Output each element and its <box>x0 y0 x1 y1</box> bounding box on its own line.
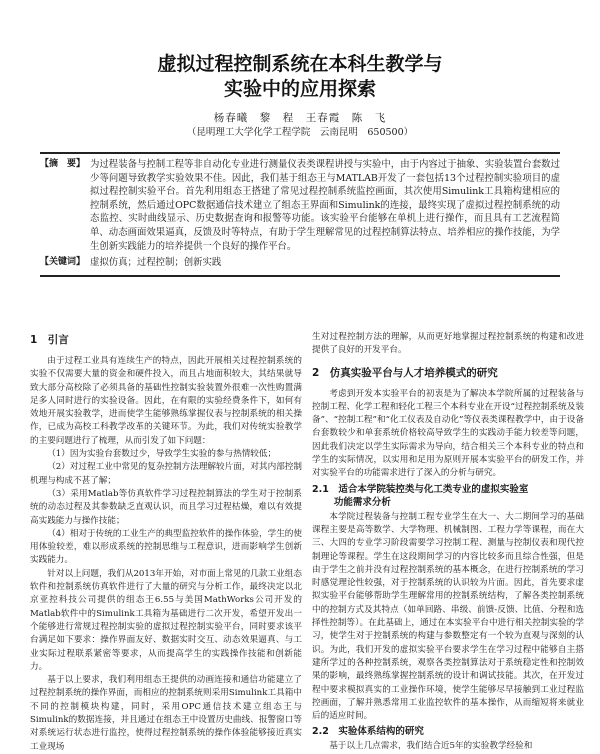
paragraph: （4）相对于传统的工业生产的典型监控软件的操作体验，学生的使用体验较差，难以形成系统的控制思维与工程意识，进而影响学生创新实践能力。 <box>30 528 302 566</box>
paragraph: 生对过程控制方法的理解，从而更好地掌握过程控制系统的构建和改进提供了良好的开发平台。 <box>312 332 584 356</box>
paragraph: 本学院过程装备与控制工程专业学生在大一、大二期间学习的基础课程主要是高等数学、大学物理、机械制图、工程力学等课程，而在大三、大四的专业学习阶段需要学习控制工程、测量与控制仪表和现代控制理论等课程。学生在这段期间学习的内容比较多而且综合性强，但是由于学生之前并没有过程控制系统的基本概念，在进行控制系统的学习时感觉理论性较强，对于控制系统的认识较为片面。因此，首先要求虚拟实验平台能够帮助学生理解常用的控制系统结构，了解各类控制系统中的控制方式及其特点（如单回路、串级、前馈-反馈、比值、分程和选择性控制等）。在此基础上，通过在本实验平台中进行相关控制实验的学习，使学生对于控制系统的构建与参数整定有一个较为直观与深刻的认识。为此，我们开发的虚拟实验平台要求学生在学习过程中能够自主搭建所学过的各种控制系统，观察各类控制算法对于系统稳定性和控制效果的影响，最终熟练掌握控制系统的设计和调试技能。其次，在开发过程中要求模拟真实的工业操作环境，使学生能够尽早接触到工业过程监控画面，了解并熟悉常用工业监控软件的基本操作，从而缩短将来就业后的适应时间。 <box>312 511 584 722</box>
paragraph: （3）采用Matlab等仿真软件学习过程控制算法的学生对于控制系统的动态过程及其参数缺乏直观认识，而且学习过程枯燥，难以有效提高实践能力与操作技能； <box>30 488 302 526</box>
paragraph: 由于过程工业具有连续生产的特点，因此开展相关过程控制系统的实验不仅需要大量的资金和硬件投入，而且占地面积较大，其结果就导致大部分高校除了必须具备的基础性控制实验装置外很难一次性购置满足多人同时进行的实验设备。因此，在有限的实验经费条件下，如何有效地开展实验教学，进而使学生能够熟练掌握仪表与控制系统的相关操作，已成为高校工科教学改革的关键环节。为此，我们对传统实验教学的主要问题进行了梳理，从而引发了如下问题： <box>30 356 302 446</box>
abstract-box <box>40 152 560 277</box>
abstract-text: 为过程装备与控制工程等非自动化专业进行测量仪表类课程讲授与实验中，由于内容过于抽象、实验装置台套数过少等问题导致教学实验效果不佳。因此，我们基于组态王与MATLAB开发了一套包括13个过程控制实验项目的虚拟过程控制实验平台。首先利用组态王搭建了常见过程控制系统监控画面，其次使用Simulink工具箱构建相应的控制系统，然后通过OPC数据通信技术建立了组态王界面和Simulink的连接，最终实现了虚拟过程控制系统的动态监控、实时曲线显示、历史数据查询和报警等功能。该实验平台能够在单机上进行操作，而且具有工艺流程简单、动态画面效果逼真，反馈及时等特点，有助于学生理解常见的过程控制算法特点、培养相应的操作技能，为学生创新实践能力的培养提供一个良好的操作平台。 <box>90 159 560 252</box>
paragraph: （1）因为实验台套数过少，导致学生实验的参与热情较低； <box>47 449 277 460</box>
paragraph: 基于以上要求，我们利用组态王提供的动画连接和通信功能建立了过程控制系统的操作界面，而相应的控制系统则采用Simulink工具箱中不同的控制模块构建，同时，采用OPC通信技术建立组态王与Simulink的数据连接，并且通过在组态王中设置历史曲线、报警窗口等对系统运行状态进行监控，使得过程控制系统的操作体验能够接近真实工业现场 <box>30 675 302 752</box>
subsection-heading-2-1 <box>312 483 584 509</box>
left-column <box>30 331 302 754</box>
paragraph: 考虑到开发本实验平台的初衷是为了解决本学院所属的过程装备与控制工程、化学工程和轻化工程三个本科专业在开设“过程控制系统及装备”、“控制工程”和“化工仪表及自动化”等仪表类课程教学中，由于设备台套数较少和单套系统价格较高导致学生的实践动手能力较差等问题，因此我们决定以学生实际需求为导向，结合相关三个本科专业的特点和学生的实际情况，以实用和足用为原则开展本实验平台的研发工作，并对实验平台的功能需求进行了深入的分析与研究。 <box>312 388 584 479</box>
author-list: 杨春曦 黎 程 王春霞 陈 飞 <box>213 112 387 124</box>
paragraph: 基于以上几点需求，我们结合近5年的实验教学经验和 <box>329 741 533 752</box>
subsection-heading-line-2: 功能需求分析 <box>333 496 391 508</box>
section-heading-2: 2 仿真实验平台与人才培养模式的研究 <box>312 366 498 379</box>
paragraph: （2）对过程工业中常见的复杂控制方法理解较片面，对其内部控制机理与构成不甚了解； <box>30 462 302 486</box>
paragraph: 针对以上问题，我们从2013年开始，对市面上常见的几款工业组态软件和控制系统仿真软件进行了大量的研究与分析工作，最终决定以北京亚控科技公司提供的组态王6.55与美国MathWorks公司开发的Matlab软件中的Simulink工具箱为基础进行二次开发，希望开发出一个能够进行常规过程控制实验的虚拟过程控制实验平台，同时要求该平台满足如下要求：操作界面友好、数据实时交互、动态效果逼真、与工业实际过程联系紧密等要求，从而提高学生的实践操作技能和创新能力。 <box>30 568 302 672</box>
keywords-text: 虚拟仿真；过程控制；创新实践 <box>90 257 222 269</box>
keywords-label: 【关键词】 <box>40 257 86 268</box>
abstract-label: 【摘 要】 <box>40 159 86 169</box>
title-line-1: 虚拟过程控制系统在本科生教学与 <box>157 53 443 75</box>
subsection-heading-line-1: 2.1 适合本学院装控类与化工类专业的虚拟实验室 <box>312 483 529 495</box>
affiliation: （昆明理工大学化学工程学院 云南昆明 650500） <box>186 127 414 138</box>
subsection-heading-2-2: 2.2 实验体系结构的研究 <box>312 726 424 738</box>
right-column <box>312 331 584 754</box>
title-line-2: 实验中的应用探索 <box>223 78 376 100</box>
section-heading-introduction: 1 引言 <box>30 334 69 346</box>
paper-title <box>0 52 600 102</box>
